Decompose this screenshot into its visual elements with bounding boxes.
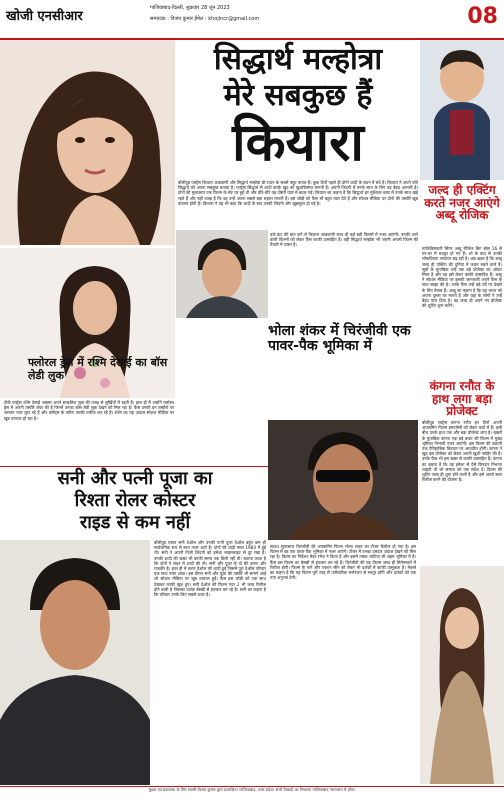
main-headline-line2: मेरे सबकुछ हैं [223,78,373,113]
kangana-story-body: बॉलीवुड एक्ट्रेस कंगना रनौत इन दिनों अपनी अपकमिंग फिल्म इमरजेंसी को लेकर चर्चा में हैं। इसी बीच उनके हाथ एक और बड़ा प्रोजेक्ट लगा है। खबरों के मुताबिक कंगना एक बड़े बजट की फिल्म में मुख्य भूमिका निभाती नजर आएंगी। इस फिल्म की कहानी एक ऐतिहासिक किरदार पर आधारित होगी। कंगना ने खुद इस प्रोजेक्ट को लेकर अपनी खुशी जाहिर की है। उनके फैंस भी इस खबर से काफी उत्साहित हैं। कंगना का कहना है कि वह हमेशा से ऐसे किरदार निभाना चाहती थीं जो समाज को एक संदेश दें। फिल्म की शूटिंग जल्द ही शुरू होने वाली है और इसे अगले साल रिलीज करने की योजना है। [422,420,502,483]
kangana-photo [420,566,504,784]
sunny-story-body: बॉलीवुड एक्टर सनी देओल और उनकी पत्नी पूजा देओल बहुत कम ही सार्वजनिक रूप से साथ नजर आते हैं। दोनों की शादी साल 1984 में हुई थी। सनी ने अपनी निजी जिंदगी को हमेशा लाइमलाइट से दूर रखा है। उनकी शादी की खबर भी काफी समय तक छिपी रही थी। बताया जाता है कि दोनों ने लंदन में शादी की थी। सनी और पूजा के दो बेटे करण और राजवीर हैं। हाल ही में करण देओल की शादी हुई जिसमें पूरा देओल परिवार एक साथ नजर आया। इस दौरान सनी और पूजा की तस्वीरें भी सामने आईं जो सोशल मीडिया पर खूब वायरल हुईं। फैंस इस जोड़ी को एक साथ देखकर काफी खुश हुए। सनी देओल की फिल्म गदर 2 भी जल्द रिलीज होने वाली है जिसका दर्शक बेसब्री से इंतजार कर रहे हैं। सनी का कहना है कि परिवार उनके लिए सबसे ऊपर है। [154,540,266,598]
sunny-headline-line1: सनी और पत्नी पूजा का [57,468,213,489]
chiranjeevi-headline: भोला शंकर में चिरंजीवी एक पावर-पैक भूमिका में [268,323,411,354]
main-headline-line1: सिद्धार्थ मल्होत्रा [213,42,383,77]
abdu-headline: जल्द ही एक्टिंग करते नजर आएंगे अब्दू रोजिक [424,183,500,223]
chiranjeevi-story-body: साउथ सुपरस्टार चिरंजीवी की अपकमिंग फिल्म भोला शंकर का टीजर रिलीज हो गया है। इस फिल्म में वह एक पावर-पैक भूमिका में नजर आएंगे। टीजर में उनका दमदार अंदाज देखने को मिल रहा है। फिल्म का निर्देशन मेहर रमेश ने किया है और इसमें तमन्ना भाटिया भी अहम भूमिका में हैं। फैंस इस फिल्म का बेसब्री से इंतजार कर रहे हैं। चिरंजीवी की यह फिल्म जल्द ही सिनेमाघरों में रिलीज होगी। फिल्म के गाने और एक्शन सीन को लेकर भी दर्शकों में काफी उत्सुकता है। मेकर्स का कहना है कि यह फिल्म पूरी तरह से पारिवारिक मनोरंजन से भरपूर होगी और दर्शकों को एक नया अनुभव देगी। [270,544,416,581]
kangana-headline: कंगना रनौत के हाथ लगा बड़ा प्रोजेक्ट [429,379,495,419]
footer: मुद्रक एवं प्रकाशक के लिए स्वामी विजय कुमार द्वारा प्रकाशित। गाजियाबाद, उत्तर प्रदेश। सभी विवादों का निपटारा गाजियाबाद न्यायालय में होगा। [0,786,504,801]
page-number: 08 [467,4,498,29]
sunny-headline-line3: राइड से कम नहीं [79,512,191,533]
rashami-story-body: टीवी एक्ट्रेस रश्मि देसाई अक्सर अपने स्टाइलिश लुक की वजह से सुर्खियों में रहती हैं। हाल ही में उन्होंने फ्लोरल ड्रेस में अपनी तस्वीरें शेयर की हैं जिनमें उनका बॉस लेडी लुक देखने को मिल रहा है। फैंस उनकी इन तस्वीरों पर जमकर प्यार लुटा रहे हैं और कमेंट्स के जरिए उनकी तारीफ कर रहे हैं। रश्मि का यह अंदाज सोशल मीडिया पर खूब वायरल हो रहा है। [4,400,174,421]
kiara-photo [0,40,175,245]
newspaper-logo: खोजी एनसीआर [6,9,83,24]
main-story-body: बॉलीवुड एक्ट्रेस कियारा आडवाणी और सिद्धार्थ मल्होत्रा बी-टाउन के सबसे क्यूट कपल हैं। कुछ दिनों पहले ही दोनों शादी के बंधन में बंधे हैं। कियारा ने अपने पति सिद्धार्थ को अपना सबकुछ बताया है। एक्ट्रेस सिद्धार्थ से शादी करके खुद को खुशकिस्मत मानती हैं। अपनी जिंदगी में उनके साथ के लिए वह बेहद आभारी हैं। दोनों की मुलाकात एक फिल्म के सेट पर हुई थी और धीरे-धीरे यह दोस्ती प्यार में बदल गई। कियारा का कहना है कि सिद्धार्थ हर मुश्किल वक्त में उनके साथ खड़े रहते हैं और यही वजह है कि वह उन्हें अपना सबसे बड़ा सहारा मानती हैं। इस जोड़ी को फैंस भी बहुत प्यार देते हैं और सोशल मीडिया पर दोनों की तस्वीरें खूब वायरल होती हैं। कियारा ने यह भी कहा कि शादी के बाद उनकी जिंदगी और खूबसूरत हो गई है। [178,180,418,206]
abdu-story-body: ताजिकिस्तानी सिंगर अब्दू रोजिक बिग बॉस 16 से घर-घर में मशहूर हो गए हैं। शो के बाद से उनकी लोकप्रियता लगातार बढ़ रही है। अब खबर है कि अब्दू जल्द ही एक्टिंग की दुनिया में कदम रखने वाले हैं। सूत्रों के मुताबिक उन्हें एक बड़े प्रोजेक्ट का ऑफर मिला है और वह इसे लेकर काफी उत्साहित हैं। अब्दू ने सोशल मीडिया पर इसकी जानकारी अपने फैंस के साथ साझा की है। उनके फैंस उन्हें बड़े पर्दे पर देखने के लिए बेताब हैं। अब्दू का कहना है कि वह भारत को अपना दूसरा घर मानते हैं और यहां के लोगों ने उन्हें बेहद प्यार दिया है। वह जल्द ही अपने नए प्रोजेक्ट की शूटिंग शुरू करेंगे। [422,246,502,309]
abdu-photo [420,40,504,180]
dateline: गाजियाबाद-दिल्ली, शुक्रवार 28 जून 2023 [150,5,230,11]
masthead [0,0,504,40]
editor-line: सम्पादक : विजय कुमार ईमेल : khojincr@gmail.com [150,16,260,22]
main-headline-big: कियारा [232,113,364,173]
rashami-caption: फ्लोरल ड्रेस में रश्मि देसाई का बॉस लेडी लुक [28,356,168,382]
sunny-photo [0,540,150,785]
main-story-body-2: वर्क फ्रंट की बात करें तो कियारा आडवाणी जल्द ही कई बड़ी फिल्मों में नजर आएंगी। उनकी आने वाली फिल्मों को लेकर फैंस काफी उत्साहित हैं। वहीं सिद्धार्थ मल्होत्रा भी अपनी अगली फिल्म की तैयारी में व्यस्त हैं। [270,232,418,248]
sidharth-photo [176,230,268,318]
chiranjeevi-photo [268,420,418,540]
sunny-headline-line2: रिश्ता रोलर कोस्टर [74,490,196,511]
